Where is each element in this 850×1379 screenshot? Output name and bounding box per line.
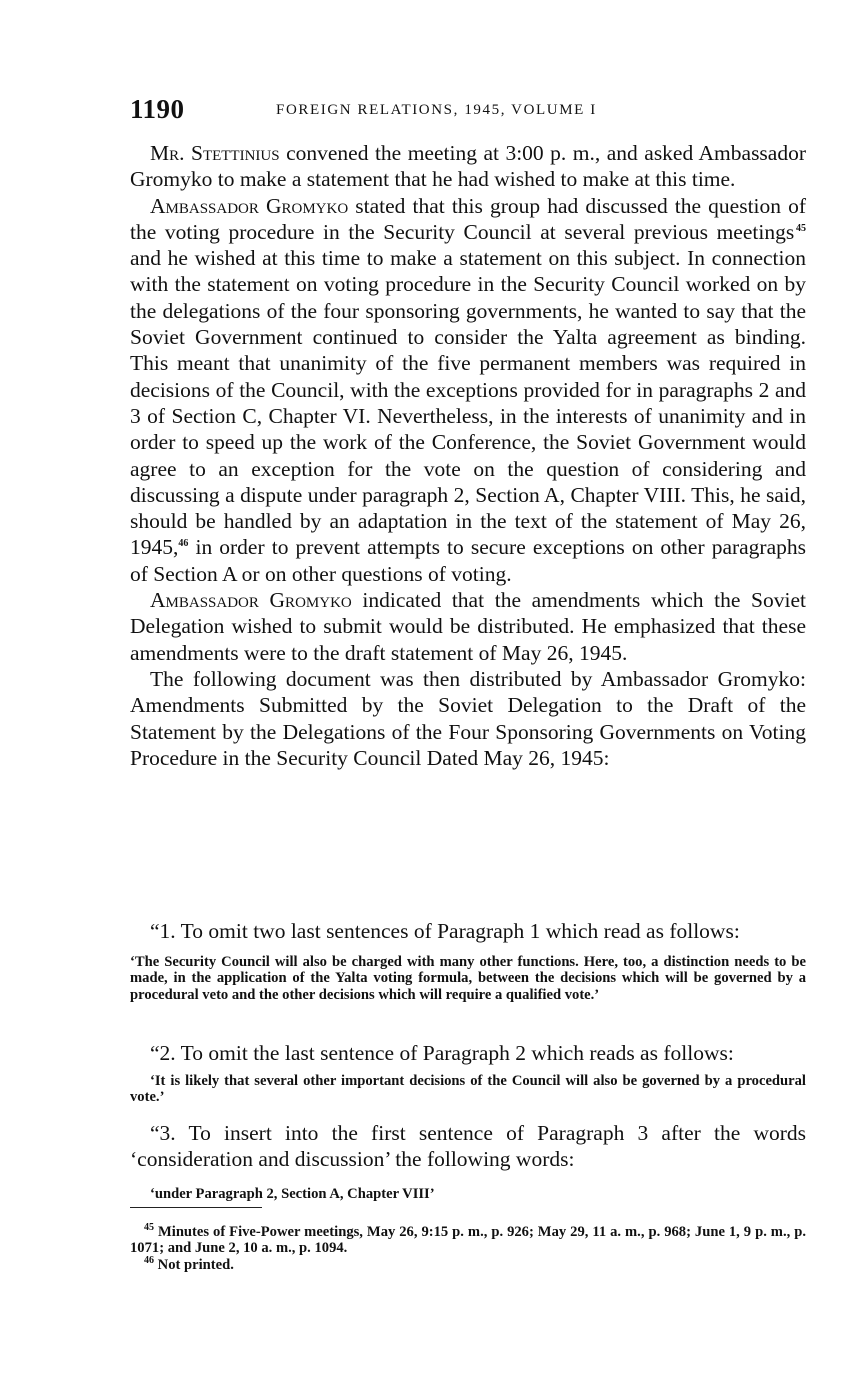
footnote-text: Minutes of Five-Power meetings, May 26, 9:15 p. m., p. 926; May 29, 11 a. m., p. 968; June 1, 9 p. m., p. 1071; and June 2, 10 a. m., p. 1094. bbox=[130, 1224, 806, 1257]
paragraph-2 bbox=[130, 193, 806, 587]
footnote-divider bbox=[130, 1207, 262, 1208]
page-number: 1190 bbox=[130, 94, 185, 124]
footnotes bbox=[130, 1224, 806, 1273]
amendment-quote: ‘under Paragraph 2, Section A, Chapter VIII’ bbox=[150, 1186, 435, 1202]
paragraph-text: convened the meeting at 3:00 p. m., and asked Ambassador Gromyko to make a statement that he had wished to make at this time. bbox=[130, 141, 807, 192]
speaker-name: Ambassador Gromyko bbox=[150, 193, 349, 218]
paragraph-3 bbox=[130, 587, 806, 666]
footnote-number: 46 bbox=[144, 1254, 154, 1266]
paragraph-text: in order to prevent attempts to secure exceptions on other paragraphs of Section A or on other questions of voting. bbox=[130, 535, 807, 586]
paragraph-text: indicated that the amendments which the Soviet Delegation wished to submit would be distributed. He emphasized that these amendments were to the draft statement of May 26, 1945. bbox=[130, 588, 806, 665]
amendment-1 bbox=[130, 918, 806, 1003]
speaker-name: Ambassador Gromyko bbox=[150, 588, 352, 613]
paragraph-text: The following document was then distributed by Ambassador Gromyko: Amendments Submitted by the Soviet Delegation to the Draft of the Statement by the Delegations of the Four Sponsoring Governments on Voting Procedure in the Security Council Dated May 26, 1945: bbox=[130, 666, 806, 770]
footnote-46 bbox=[130, 1254, 806, 1273]
footnote-ref-46[interactable]: 46 bbox=[178, 538, 189, 550]
footnote-text: Not printed. bbox=[157, 1256, 234, 1273]
speaker-name: Mr. Stettinius bbox=[150, 141, 280, 165]
footnote-number: 45 bbox=[144, 1222, 154, 1234]
body-text bbox=[130, 140, 806, 771]
amendment-3 bbox=[130, 1120, 806, 1202]
paragraph-text: and he wished at this time to make a statement on this subject. In connection with the statement on voting procedure in the Security Council worked on by the delegations of the four sponsoring governments, he wanted to say that the Soviet Government continued to consider the Yalta agreement as binding. This meant that unanimity of the five permanent members was required in decisions of the Council, with the exceptions provided for in paragraphs 2 and 3 of Section C, Chapter VI. Nevertheless, in the interests of unanimity and in order to speed up the work of the Conference, the Soviet Government would agree to an exception for the vote on the question of considering and discussing a dispute under paragraph 2, Section A, Chapter VIII. This, he said, should be handled by an adaptation in the text of the statement of May 26, 1945, bbox=[130, 246, 806, 560]
paragraph-4 bbox=[130, 666, 806, 771]
amendment-heading: “2. To omit the last sentence of Paragraph 2 which reads as follows: bbox=[150, 1041, 734, 1065]
running-head: FOREIGN RELATIONS, 1945, VOLUME I bbox=[276, 102, 597, 118]
amendment-quote: ‘It is likely that several other important decisions of the Council will also be governed by a procedural vote.’ bbox=[130, 1073, 806, 1106]
amendment-heading: “3. To insert into the first sentence of Paragraph 3 after the words ‘consideration and discussion’ the following words: bbox=[130, 1121, 806, 1171]
footnote-ref-45[interactable]: 45 bbox=[796, 222, 806, 234]
paragraph-text: stated that this group had discussed the question of the voting procedure in the Security Council at several previous meetings bbox=[130, 193, 806, 244]
page-header bbox=[130, 94, 806, 134]
paragraph-1 bbox=[130, 140, 806, 193]
amendment-quote: ‘The Security Council will also be charged with many other functions. Here, too, a distinction needs to be made, in the application of the Yalta voting formula, between the decisions which will be governed by a procedural veto and the other decisions which will require a qualified vote.’ bbox=[130, 954, 806, 1003]
amendment-2 bbox=[130, 1040, 806, 1106]
amendment-heading: “1. To omit two last sentences of Paragraph 1 which read as follows: bbox=[150, 919, 740, 943]
footnote-45 bbox=[130, 1224, 806, 1257]
